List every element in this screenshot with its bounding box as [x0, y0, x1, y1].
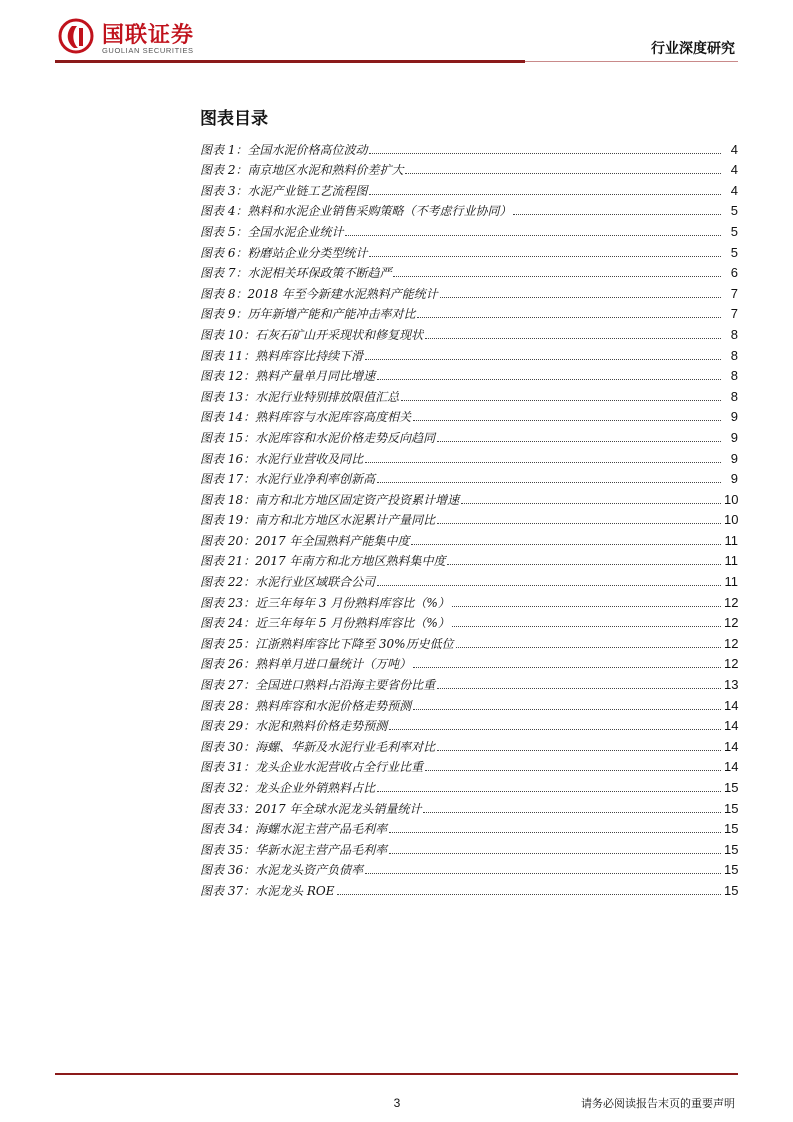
- toc-entry-page[interactable]: 12: [724, 615, 739, 631]
- toc-entry[interactable]: [200, 486, 738, 507]
- dot-leader: [369, 193, 721, 195]
- toc-entry[interactable]: [200, 610, 738, 631]
- toc-entry-label[interactable]: 图表 12：熟料产量单月同比增速: [200, 369, 376, 384]
- toc-entry[interactable]: [200, 836, 738, 857]
- dot-leader: [377, 584, 721, 586]
- footer-divider: [55, 1073, 738, 1075]
- toc-entry[interactable]: [200, 301, 738, 322]
- toc-entry-page[interactable]: 12: [724, 656, 739, 672]
- toc-entry-label[interactable]: 图表 11：熟料库容比持续下滑: [200, 348, 364, 363]
- toc-entry-label[interactable]: 图表 23：近三年每年 3 月份熟料库容比（%）: [200, 595, 450, 610]
- toc-entry[interactable]: [200, 651, 738, 672]
- toc-entry-page[interactable]: 13: [724, 677, 739, 693]
- toc-entry-page[interactable]: 8: [730, 388, 738, 404]
- toc-entry-label[interactable]: 图表 9：历年新增产能和产能冲击率对比: [200, 307, 416, 322]
- toc-entry-page[interactable]: 4: [730, 182, 738, 198]
- dot-leader: [461, 502, 721, 504]
- dot-leader: [417, 316, 721, 318]
- toc-entry[interactable]: [200, 671, 738, 692]
- toc-entry-label[interactable]: 图表 4：熟料和水泥企业销售采购策略（不考虑行业协同）: [200, 204, 512, 219]
- toc-entry-label[interactable]: 图表 16：水泥行业营收及同比: [200, 451, 364, 466]
- toc-entry-label[interactable]: 图表 14：熟料库容与水泥库容高度相关: [200, 410, 412, 425]
- toc-entry-label[interactable]: 图表 6：粉磨站企业分类型统计: [200, 245, 368, 260]
- toc-entry-page[interactable]: 11: [724, 532, 738, 548]
- toc-entry-page[interactable]: 8: [730, 347, 738, 363]
- toc-entry[interactable]: [200, 321, 738, 342]
- toc-entry-label[interactable]: 图表 1：全国水泥价格高位波动: [200, 142, 368, 157]
- dot-leader: [437, 687, 721, 689]
- header-divider: [55, 60, 525, 63]
- toc-entry[interactable]: [200, 198, 738, 219]
- toc-entry-page[interactable]: 4: [730, 162, 738, 178]
- page-header: [0, 0, 793, 64]
- dot-leader: [389, 852, 721, 854]
- toc-entry[interactable]: [200, 795, 738, 816]
- guolian-logo: [58, 18, 218, 58]
- toc-entry[interactable]: [200, 877, 738, 898]
- dot-leader: [423, 811, 721, 813]
- toc-entry[interactable]: [200, 589, 738, 610]
- toc-entry-page[interactable]: 11: [724, 574, 738, 590]
- toc-entry-label[interactable]: 图表 35：华新水泥主营产品毛利率: [200, 842, 388, 857]
- toc-entry[interactable]: [200, 568, 738, 589]
- dot-leader: [437, 440, 721, 442]
- dot-leader: [413, 666, 721, 668]
- dot-leader: [413, 419, 721, 421]
- toc-entry-label[interactable]: 图表 26：熟料单月进口量统计（万吨）: [200, 657, 412, 672]
- toc-entry[interactable]: [200, 157, 738, 178]
- toc-entry[interactable]: [200, 260, 738, 281]
- dot-leader: [377, 481, 721, 483]
- toc-entry[interactable]: [200, 507, 738, 528]
- toc-entry[interactable]: [200, 713, 738, 734]
- toc-entry-page[interactable]: 6: [730, 265, 738, 281]
- toc-entry[interactable]: [200, 218, 738, 239]
- toc-entry-label[interactable]: 图表 34：海螺水泥主营产品毛利率: [200, 822, 388, 837]
- disclaimer-note: 请务必阅读报告末页的重要声明: [581, 1097, 735, 1110]
- toc-entry[interactable]: [200, 466, 738, 487]
- logo-english-name: GUOLIAN SECURITIES: [102, 46, 194, 55]
- toc-entry-label[interactable]: 图表 5：全国水泥企业统计: [200, 224, 344, 239]
- toc-entry-page[interactable]: 14: [724, 697, 739, 713]
- dot-leader: [365, 461, 721, 463]
- toc-entry-page[interactable]: 9: [730, 429, 738, 445]
- toc-entry[interactable]: [200, 857, 738, 878]
- dot-leader: [369, 255, 721, 257]
- toc-entry-page[interactable]: 14: [724, 738, 739, 754]
- toc-entry-page[interactable]: 4: [730, 141, 738, 157]
- dot-leader: [437, 522, 721, 524]
- dot-leader: [405, 172, 721, 174]
- toc-entry[interactable]: [200, 136, 738, 157]
- toc-entry-page[interactable]: 10: [724, 512, 739, 528]
- toc-entry-label[interactable]: 图表 22：水泥行业区域联合公司: [200, 575, 376, 590]
- dot-leader: [337, 893, 721, 895]
- toc-entry-page[interactable]: 15: [724, 821, 739, 837]
- toc-entry-page[interactable]: 15: [724, 882, 739, 898]
- toc-entry-page[interactable]: 12: [724, 594, 739, 610]
- toc-entry-page[interactable]: 11: [724, 553, 738, 569]
- dot-leader: [447, 563, 721, 565]
- toc-entry-label[interactable]: 图表 3：水泥产业链工艺流程图: [200, 183, 368, 198]
- toc-entry-page[interactable]: 14: [724, 718, 739, 734]
- toc-entry-page[interactable]: 15: [724, 780, 739, 795]
- toc-entry[interactable]: [200, 424, 738, 445]
- toc-entry[interactable]: [200, 445, 738, 466]
- toc-entry-page[interactable]: 9: [730, 471, 738, 487]
- table-of-figures: [200, 136, 738, 898]
- toc-entry-label[interactable]: 图表 17：水泥行业净利率创新高: [200, 472, 376, 487]
- logo-chinese-name: 国联证券: [102, 23, 195, 48]
- dot-leader: [369, 152, 721, 154]
- dot-leader: [413, 708, 721, 710]
- toc-entry-label[interactable]: 图表 30：海螺、华新及水泥行业毛利率对比: [200, 739, 436, 754]
- toc-entry-label[interactable]: 图表 20：2017 年全国熟料产能集中度: [200, 533, 410, 548]
- toc-entry-page[interactable]: 7: [730, 306, 738, 322]
- dot-leader: [425, 769, 721, 771]
- toc-heading: 图表目录: [200, 109, 268, 129]
- dot-leader: [389, 831, 721, 833]
- toc-entry[interactable]: [200, 692, 738, 713]
- toc-entry-page[interactable]: 7: [730, 285, 738, 301]
- dot-leader: [513, 213, 721, 215]
- toc-entry[interactable]: [200, 754, 738, 775]
- toc-entry-label[interactable]: 图表 32：龙头企业外销熟料占比: [200, 781, 376, 795]
- dot-leader: [437, 749, 721, 751]
- dot-leader: [425, 337, 721, 339]
- toc-entry[interactable]: [200, 363, 738, 384]
- toc-entry-label[interactable]: 图表 7：水泥相关环保政策不断趋严: [200, 266, 392, 281]
- toc-entry-page[interactable]: 5: [730, 223, 738, 239]
- toc-entry-page[interactable]: 8: [730, 326, 738, 342]
- dot-leader: [345, 234, 721, 236]
- toc-entry-page[interactable]: 8: [730, 368, 738, 384]
- toc-entry-page[interactable]: 15: [724, 862, 739, 878]
- toc-entry-page[interactable]: 12: [724, 635, 739, 651]
- toc-entry[interactable]: [200, 630, 738, 651]
- dot-leader: [440, 296, 721, 298]
- toc-entry-page[interactable]: 15: [724, 800, 739, 816]
- dot-leader: [452, 625, 721, 627]
- toc-entry[interactable]: [200, 527, 738, 548]
- dot-leader: [401, 399, 721, 401]
- toc-entry[interactable]: [200, 733, 738, 754]
- toc-entry[interactable]: [200, 548, 738, 569]
- toc-entry-label[interactable]: 图表 29：水泥和熟料价格走势预测: [200, 719, 388, 734]
- toc-entry-label[interactable]: 图表 27：全国进口熟料占沿海主要省份比重: [200, 678, 436, 693]
- toc-entry-page[interactable]: 10: [724, 491, 739, 507]
- toc-entry-label[interactable]: 图表 8：2018 年至今新建水泥熟料产能统计: [200, 286, 438, 301]
- toc-entry-label[interactable]: 图表 28：熟料库容和水泥价格走势预测: [200, 698, 412, 713]
- dot-leader: [377, 378, 721, 380]
- toc-entry-page[interactable]: 9: [730, 450, 738, 466]
- toc-entry-label[interactable]: 图表 21：2017 年南方和北方地区熟料集中度: [200, 554, 446, 569]
- toc-entry[interactable]: [200, 774, 738, 795]
- dot-leader: [365, 358, 721, 360]
- report-type-title: 行业深度研究: [651, 41, 735, 57]
- toc-entry[interactable]: [200, 383, 738, 404]
- toc-entry[interactable]: [200, 816, 738, 837]
- toc-entry-label[interactable]: 图表 18：南方和北方地区固定资产投资累计增速: [200, 492, 460, 507]
- toc-entry-label[interactable]: 图表 31：龙头企业水泥营收占全行业比重: [200, 760, 424, 775]
- toc-entry-label[interactable]: 图表 13：水泥行业特别排放限值汇总: [200, 389, 400, 404]
- toc-entry[interactable]: [200, 404, 738, 425]
- toc-entry-label[interactable]: 图表 33：2017 年全球水泥龙头销量统计: [200, 801, 422, 816]
- toc-entry-label[interactable]: 图表 15：水泥库容和水泥价格走势反向趋同: [200, 430, 436, 445]
- toc-entry[interactable]: [200, 342, 738, 363]
- toc-entry-page[interactable]: 15: [724, 841, 739, 857]
- header-divider-light: [525, 61, 738, 62]
- toc-entry-label[interactable]: 图表 24：近三年每年 5 月份熟料库容比（%）: [200, 616, 450, 631]
- toc-entry[interactable]: [200, 280, 738, 301]
- toc-entry-label[interactable]: 图表 36：水泥龙头资产负债率: [200, 863, 364, 878]
- dot-leader: [456, 646, 721, 648]
- dot-leader: [365, 872, 721, 874]
- toc-entry-label[interactable]: 图表 37：水泥龙头 ROE: [200, 883, 335, 898]
- toc-entry[interactable]: [200, 177, 738, 198]
- dot-leader: [452, 605, 721, 607]
- page-number: 3: [393, 1096, 401, 1110]
- toc-entry-label[interactable]: 图表 2：南京地区水泥和熟料价差扩大: [200, 163, 404, 178]
- dot-leader: [389, 728, 721, 730]
- toc-entry-label[interactable]: 图表 10：石灰石矿山开采现状和修复现状: [200, 327, 424, 342]
- toc-entry[interactable]: [200, 239, 738, 260]
- logo-mark-icon: [58, 18, 94, 54]
- dot-leader: [411, 543, 721, 545]
- dot-leader: [377, 790, 721, 792]
- toc-entry-label[interactable]: 图表 25：江浙熟料库容比下降至 30%历史低位: [200, 636, 454, 651]
- toc-entry-page[interactable]: 9: [730, 409, 738, 425]
- dot-leader: [393, 275, 721, 277]
- toc-entry-label[interactable]: 图表 19：南方和北方地区水泥累计产量同比: [200, 513, 436, 528]
- toc-entry-page[interactable]: 14: [724, 759, 739, 775]
- toc-entry-page[interactable]: 5: [730, 203, 738, 219]
- toc-entry-page[interactable]: 5: [730, 244, 738, 260]
